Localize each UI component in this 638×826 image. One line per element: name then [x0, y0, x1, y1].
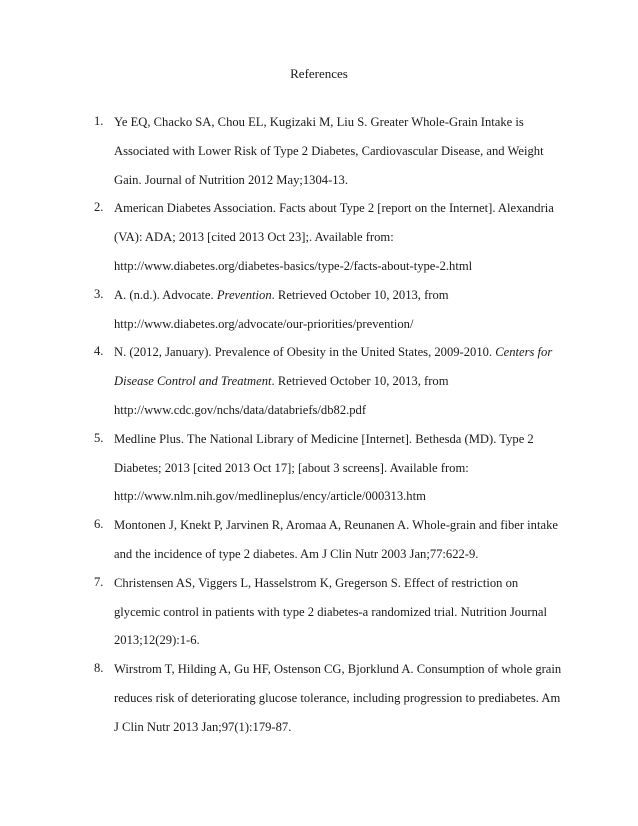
reference-line [114, 719, 564, 748]
reference-text: Ye EQ, Chacko SA, Chou EL, Kugizaki M, Liu S. Greater Whole-Grain Intake is [114, 115, 524, 129]
reference-text: N. (2012, January). Prevalence of Obesity in the United States, 2009-2010. [114, 345, 496, 360]
reference-item [94, 114, 564, 200]
reference-text: 2013;12(29):1-6. [114, 633, 200, 648]
reference-number: 2. [94, 200, 104, 215]
reference-item [94, 575, 564, 661]
reference-item [94, 517, 564, 575]
reference-line [114, 488, 564, 517]
reference-item [94, 431, 564, 517]
reference-line [114, 316, 564, 345]
reference-text: http://www.nlm.nih.gov/medlineplus/ency/article/000313.htm [114, 489, 426, 504]
reference-item [94, 287, 564, 345]
reference-text: (VA): ADA; 2013 [cited 2013 Oct 23];. Available from: [114, 230, 394, 245]
reference-line [114, 690, 564, 719]
reference-number: 6. [94, 517, 104, 532]
reference-line [114, 172, 564, 201]
reference-line [114, 632, 564, 661]
reference-number: 3. [94, 286, 104, 301]
reference-item [94, 200, 564, 286]
reference-text: Associated with Lower Risk of Type 2 Diabetes, Cardiovascular Disease, and Weight [114, 143, 544, 158]
reference-line [114, 402, 564, 431]
reference-line [114, 575, 564, 604]
reference-item [94, 661, 564, 747]
reference-italic-text: Centers for [495, 345, 553, 360]
reference-line [114, 661, 564, 690]
page-title: References [290, 66, 348, 81]
reference-line [114, 517, 564, 546]
reference-number: 5. [94, 430, 104, 445]
reference-text: and the incidence of type 2 diabetes. Am J Clin Nutr 2003 Jan;77:622-9. [114, 546, 479, 561]
reference-line [114, 546, 564, 575]
reference-text: Montonen J, Knekt P, Jarvinen R, Aromaa A, Reunanen A. Whole-grain and fiber intake [114, 518, 558, 533]
reference-text: A. (n.d.). Advocate. [114, 287, 217, 302]
reference-item [94, 344, 564, 430]
reference-text: Gain. Journal of Nutrition 2012 May;1304-13. [114, 172, 349, 187]
reference-italic-text: Prevention [216, 287, 272, 302]
reference-number: 4. [94, 344, 104, 359]
reference-number: 8. [94, 661, 104, 676]
reference-line [114, 114, 564, 143]
reference-line [114, 287, 564, 316]
reference-text: Medline Plus. The National Library of Medicine [Internet]. Bethesda (MD). Type 2 [114, 431, 534, 446]
reference-text: Diabetes; 2013 [cited 2013 Oct 17]; [about 3 screens]. Available from: [114, 460, 469, 475]
reference-text: . Retrieved October 10, 2013, from [271, 374, 449, 389]
reference-line [114, 460, 564, 489]
reference-text: http://www.cdc.gov/nchs/data/databriefs/db82.pdf [114, 402, 367, 417]
reference-text: glycemic control in patients with type 2 diabetes-a randomized trial. Nutrition Journal [114, 604, 547, 619]
reference-number: 1. [94, 114, 104, 128]
reference-text: http://www.diabetes.org/advocate/our-priorities/prevention/ [114, 316, 414, 331]
reference-line [114, 344, 564, 373]
reference-text: Wirstrom T, Hilding A, Gu HF, Ostenson CG, Bjorklund A. Consumption of whole grain [114, 662, 562, 677]
reference-text: reduces risk of deteriorating glucose tolerance, including progression to prediabetes. Am [114, 690, 561, 705]
reference-line [114, 143, 564, 172]
reference-line [114, 373, 564, 402]
reference-text: http://www.diabetes.org/diabetes-basics/type-2/facts-about-type-2.html [114, 258, 473, 273]
reference-text: Christensen AS, Viggers L, Hasselstrom K, Gregerson S. Effect of restriction on [114, 575, 519, 590]
reference-italic-text: Disease Control and Treatment [114, 374, 272, 389]
reference-text: J Clin Nutr 2013 Jan;97(1):179-87. [114, 719, 292, 734]
reference-text: . Retrieved October 10, 2013, from [271, 287, 449, 302]
reference-line [114, 200, 564, 229]
reference-number: 7. [94, 574, 104, 589]
reference-line [114, 258, 564, 287]
reference-line [114, 604, 564, 633]
reference-line [114, 431, 564, 460]
reference-line [114, 229, 564, 258]
reference-list [94, 114, 564, 748]
reference-text: American Diabetes Association. Facts about Type 2 [report on the Internet]. Alexandria [114, 201, 554, 216]
